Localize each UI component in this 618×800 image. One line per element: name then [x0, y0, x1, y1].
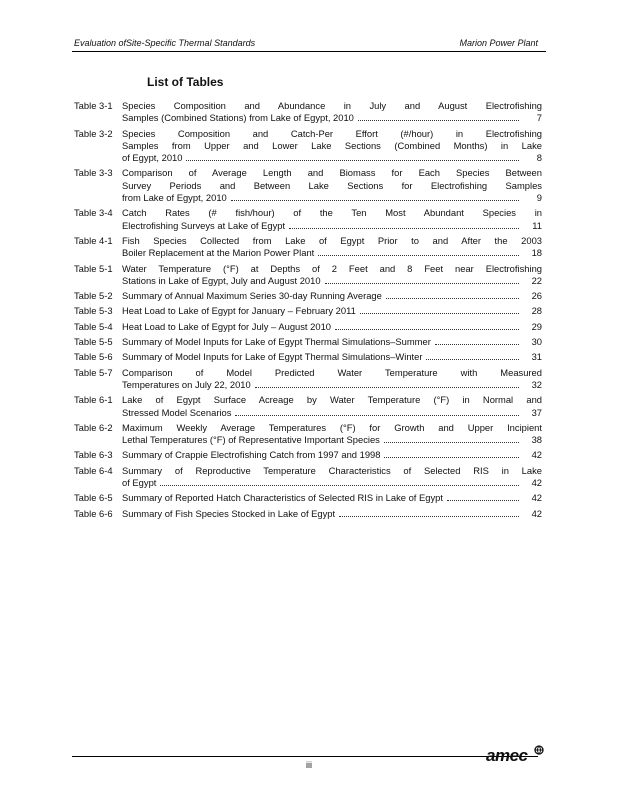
page-reference: 29 [531, 320, 542, 332]
table-caption [122, 394, 542, 419]
table-number: Table 4-1 [74, 234, 113, 246]
toc-entry[interactable] [74, 167, 542, 204]
table-caption [122, 465, 542, 490]
table-number: Table 6-4 [74, 464, 113, 476]
toc-entry[interactable] [74, 100, 542, 125]
caption-text: from Lake of Egypt, 2010 [122, 192, 227, 204]
table-number: Table 5-4 [74, 320, 113, 332]
caption-last-line [122, 336, 542, 348]
caption-line: Fish Species Collected from Lake of Egypt Prior to and After the 2003 [122, 234, 542, 246]
caption-last-line [122, 379, 542, 391]
caption-last-line [122, 351, 542, 363]
table-number: Table 5-2 [74, 290, 113, 302]
list-of-tables [74, 100, 542, 523]
toc-entry[interactable] [74, 351, 542, 363]
dot-leader [386, 298, 519, 299]
caption-last-line [122, 112, 542, 124]
dot-leader [435, 344, 519, 345]
caption-last-line [122, 220, 542, 232]
header-document-title: Evaluation ofSite-Specific Thermal Standards [74, 38, 256, 48]
caption-text: Heat Load to Lake of Egypt for January – February 2011 [122, 305, 356, 317]
table-number: Table 5-3 [74, 305, 113, 317]
page-reference: 11 [532, 219, 542, 231]
caption-text: of Egypt, 2010 [122, 152, 183, 164]
caption-text: Stations in Lake of Egypt, July and August 2010 [122, 274, 321, 286]
dot-leader [358, 120, 519, 121]
page-reference: 32 [531, 378, 542, 390]
caption-text: Boiler Replacement at the Marion Power Plant [122, 247, 315, 259]
caption-last-line [122, 477, 542, 489]
caption-text: Electrofishing Surveys at Lake of Egypt [122, 219, 286, 231]
caption-text: Stressed Model Scenarios [122, 406, 232, 418]
caption-last-line [122, 305, 542, 317]
table-number: Table 6-2 [74, 421, 113, 433]
page-reference: 26 [531, 290, 542, 302]
caption-last-line [122, 407, 542, 419]
dot-leader [426, 359, 519, 360]
dot-leader [186, 160, 519, 161]
caption-last-line [122, 152, 542, 164]
toc-entry[interactable] [74, 128, 542, 165]
toc-entry[interactable] [74, 305, 542, 317]
toc-entry[interactable] [74, 336, 542, 348]
page-reference: 42 [531, 449, 542, 461]
table-number: Table 6-1 [74, 394, 113, 406]
caption-last-line [122, 247, 542, 259]
table-caption [122, 100, 542, 125]
caption-line: Catch Rates (# fish/hour) of the Ten Most Abundant Species in [122, 207, 542, 219]
caption-last-line [122, 449, 542, 461]
caption-text: Summary of Reported Hatch Characteristics of Selected RIS in Lake of Egypt [122, 492, 443, 504]
page-reference: 42 [531, 477, 542, 489]
table-caption [122, 321, 542, 333]
toc-entry[interactable] [74, 422, 542, 447]
caption-line: Lake of Egypt Surface Acreage by Water Temperature (°F) in Normal and [122, 394, 542, 406]
caption-text: Heat Load to Lake of Egypt for July – August 2010 [122, 320, 331, 332]
caption-last-line [122, 508, 542, 520]
table-number: Table 5-7 [74, 366, 113, 378]
header-project-name: Marion Power Plant [459, 38, 538, 48]
table-number: Table 5-1 [74, 262, 113, 274]
dot-leader [255, 387, 519, 388]
toc-entry[interactable] [74, 449, 542, 461]
table-number: Table 6-5 [74, 492, 113, 504]
caption-text: Lethal Temperatures (°F) of Representative Important Species [122, 434, 380, 446]
page-reference: 42 [531, 507, 542, 519]
page-reference: 8 [536, 152, 542, 164]
dot-leader [235, 415, 519, 416]
caption-text: Temperatures on July 22, 2010 [122, 378, 251, 390]
caption-line: Summary of Reproductive Temperature Characteristics of Selected RIS in Lake [122, 464, 542, 476]
dot-leader [289, 228, 519, 229]
caption-text: Summary of Crappie Electrofishing Catch from 1997 and 1998 [122, 449, 381, 461]
caption-last-line [122, 290, 542, 302]
caption-text: Summary of Model Inputs for Lake of Egypt Thermal Simulations–Winter [122, 351, 423, 363]
toc-entry[interactable] [74, 465, 542, 490]
page-number: iii [306, 760, 312, 770]
caption-line: Species Composition and Catch-Per Effort (#/hour) in Electrofishing [122, 127, 542, 139]
table-number: Table 5-6 [74, 351, 113, 363]
toc-entry[interactable] [74, 207, 542, 232]
dot-leader [384, 457, 519, 458]
caption-last-line [122, 192, 542, 204]
header-rule [72, 51, 546, 52]
amec-logo: amec [486, 746, 528, 765]
table-caption [122, 305, 542, 317]
caption-line: Maximum Weekly Average Temperatures (°F) for Growth and Upper Incipient [122, 421, 542, 433]
dot-leader [384, 442, 519, 443]
table-caption [122, 207, 542, 232]
caption-line: Comparison of Average Length and Biomass for Each Species Between [122, 167, 542, 179]
table-caption [122, 263, 542, 288]
page-reference: 42 [531, 492, 542, 504]
table-caption [122, 449, 542, 461]
footer-rule [72, 756, 538, 757]
dot-leader [360, 313, 519, 314]
caption-text: Summary of Annual Maximum Series 30-day Running Average [122, 290, 382, 302]
caption-line: Water Temperature (°F) at Depths of 2 Feet and 8 Feet near Electrofishing [122, 262, 542, 274]
caption-text: Samples (Combined Stations) from Lake of Egypt, 2010 [122, 112, 354, 124]
page-reference: 37 [531, 406, 542, 418]
page-title: List of Tables [147, 75, 224, 89]
caption-text: Summary of Fish Species Stocked in Lake of Egypt [122, 507, 336, 519]
dot-leader [447, 500, 519, 501]
toc-entry[interactable] [74, 394, 542, 419]
caption-line: Comparison of Model Predicted Water Temperature with Measured [122, 366, 542, 378]
page-reference: 38 [531, 434, 542, 446]
caption-line: Species Composition and Abundance in July and August Electrofishing [122, 100, 542, 111]
table-caption [122, 351, 542, 363]
table-caption [122, 422, 542, 447]
table-number: Table 6-3 [74, 449, 113, 461]
table-number: Table 3-3 [74, 167, 113, 179]
dot-leader [325, 283, 519, 284]
caption-text: of Egypt [122, 477, 157, 489]
dot-leader [335, 329, 519, 330]
table-caption [122, 336, 542, 348]
table-caption [122, 290, 542, 302]
table-caption [122, 492, 542, 504]
page-reference: 30 [531, 336, 542, 348]
dot-leader [231, 200, 519, 201]
dot-leader [318, 255, 519, 256]
table-caption [122, 508, 542, 520]
caption-text: Summary of Model Inputs for Lake of Egypt Thermal Simulations–Summer [122, 336, 431, 348]
table-caption [122, 128, 542, 165]
table-caption [122, 167, 542, 204]
dot-leader [160, 485, 519, 486]
page-reference: 22 [531, 274, 542, 286]
table-number: Table 5-5 [74, 336, 113, 348]
toc-entry[interactable] [74, 235, 542, 260]
page-reference: 31 [531, 351, 542, 363]
caption-last-line [122, 321, 542, 333]
table-caption [122, 367, 542, 392]
table-number: Table 3-4 [74, 207, 113, 219]
dot-leader [339, 516, 519, 517]
table-number: Table 6-6 [74, 507, 113, 519]
caption-line: Survey Periods and Between Lake Sections for Electrofishing Samples [122, 179, 542, 191]
table-caption [122, 235, 542, 260]
table-number: Table 3-2 [74, 127, 113, 139]
page-reference: 9 [536, 192, 542, 204]
table-number: Table 3-1 [74, 100, 113, 111]
globe-icon [534, 745, 544, 755]
toc-entry[interactable] [74, 290, 542, 302]
toc-entry[interactable] [74, 367, 542, 392]
caption-last-line [122, 275, 542, 287]
caption-last-line [122, 434, 542, 446]
caption-line: Samples from Upper and Lower Lake Sections (Combined Months) in Lake [122, 139, 542, 151]
toc-entry[interactable] [74, 321, 542, 333]
caption-last-line [122, 492, 542, 504]
page-reference: 18 [531, 247, 542, 259]
page-reference: 7 [536, 112, 542, 124]
toc-entry[interactable] [74, 263, 542, 288]
toc-entry[interactable] [74, 492, 542, 504]
page-reference: 28 [531, 305, 542, 317]
toc-entry[interactable] [74, 508, 542, 520]
